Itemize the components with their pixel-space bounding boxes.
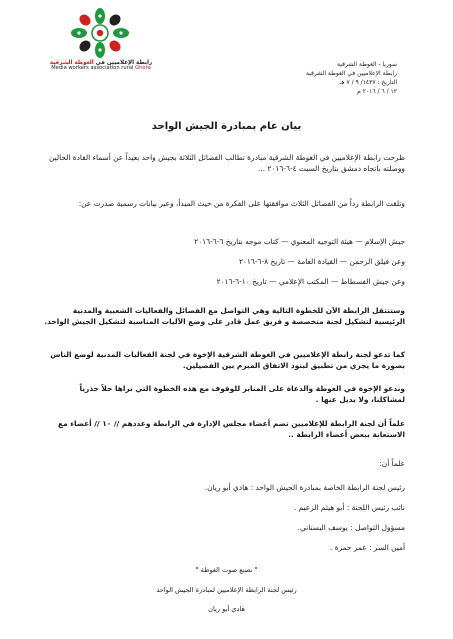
slogan: " نصنع صوت الغوطة " bbox=[195, 566, 258, 574]
header-country: سوريا - الغوطة الشرقية bbox=[337, 61, 397, 68]
member-secretary: أمين السر : عمر حمزة . bbox=[330, 543, 405, 552]
logo-caption bbox=[46, 60, 156, 72]
faction-1: جيش الإسلام — هيئة التوجيه المعنوي — كتاب موجه بتاريخ ٦-٦-٢٠١٦ bbox=[194, 237, 405, 246]
pulpit-call-paragraph: وندعو الإخوة في الغوطة والدعاة على المنابر للوقوف مع هذه الخطوة التي نراها حلاً جذرياً لمشاكلنا، ولا بديل عنها . bbox=[79, 384, 405, 404]
document-title: بيان عام بمبادرة الجيش الواحد bbox=[151, 121, 302, 132]
intro-paragraph: طرحت رابطة الإعلاميين في الغوطة الشرقية مبادرة تطالب الفصائل الثلاثة بجيش واحد بعيداً عن أسماء القادة الحالين ووصلته باتجاه دمشق بتاريخ السبت ٤-٦-٢٠١٦ ... bbox=[48, 153, 405, 173]
signature-title: رئيس لجنة الرابطة الإعلاميين لمبادرة الجيش الواحد bbox=[156, 586, 297, 594]
association-name-ar-highlight: الغوطة الشرقية bbox=[49, 60, 94, 66]
association-logo-icon bbox=[60, 4, 140, 62]
faction-2: وعن فيلق الرحمن — القيادة العامة — تاريخ ٨-٦-٢٠١٦ bbox=[238, 257, 405, 266]
next-step-paragraph: وستنتقل الرابطة الآن للخطوة التالية وهي التواصل مع الفصائل والفعاليات الشعبية والمدنية الرئيسية لتشكيل لجنة متخصصة و فريق عمل قادر على وضع الآليات المناسبة لتشكيل الجيش الواحد. bbox=[44, 306, 405, 326]
faction-3: وعن جيش الفسطاط — المكتب الإعلامي — تاريخ ١٠-٦-٢٠١٦ bbox=[216, 277, 405, 286]
association-name-en-prefix: Media workers association rural bbox=[51, 65, 136, 72]
member-deputy: نائب رئيس اللجنة : أبو هيثم الزعيم . bbox=[293, 503, 405, 512]
header-info bbox=[237, 60, 397, 96]
signature-name: هادي أبو ريان bbox=[208, 605, 245, 613]
association-name-en bbox=[46, 66, 156, 72]
member-liaison: مسؤول التواصل : يوسف البستاني. bbox=[297, 523, 405, 532]
civil-call-paragraph: كما تدعو لجنة رابطة الإعلاميين في الغوطة الشرقية الإخوة في لجنة الفعاليات المدنية لوضع الناس بصورة ما يجري من تطبيق لبنود الاتفاق المبرم بين الفصيلين. bbox=[50, 350, 405, 370]
member-chair: رئيس لجنة الرابطة الخاصة بمبادرة الجيش الواحد : هادي أبو ريان. bbox=[204, 483, 405, 492]
association-name-en-highlight: Ghota bbox=[135, 65, 151, 72]
header-association: رابطة الإعلاميين في الغوطة الشرقية bbox=[305, 70, 397, 77]
header-gregorian-date: ١٢ / ٦ / ٢٠١٦ م bbox=[357, 88, 397, 95]
header-hijri-date: التاريخ : ١٤٣٧/ ٩ / ٧ هـ bbox=[339, 79, 397, 86]
association-name-ar-prefix: رابطة الإعلاميين في bbox=[93, 60, 153, 66]
members-heading: علماً أن: bbox=[379, 459, 405, 468]
responses-paragraph: وتلقت الرابطة رداً من الفصائل الثلاث موافقتها على الفكرة من حيث المبدأ، وعبر بيانات رسمية صدرت عن: bbox=[78, 199, 405, 208]
committee-note-paragraph: علماً أن لجنة الرابطة للإعلاميين تضم أعضاء مجلس الإدارة في الرابطة وعددهم // ١٠ // أعضاء مع الاستعانة ببعض أعضاء الرابطة .. bbox=[58, 419, 405, 439]
